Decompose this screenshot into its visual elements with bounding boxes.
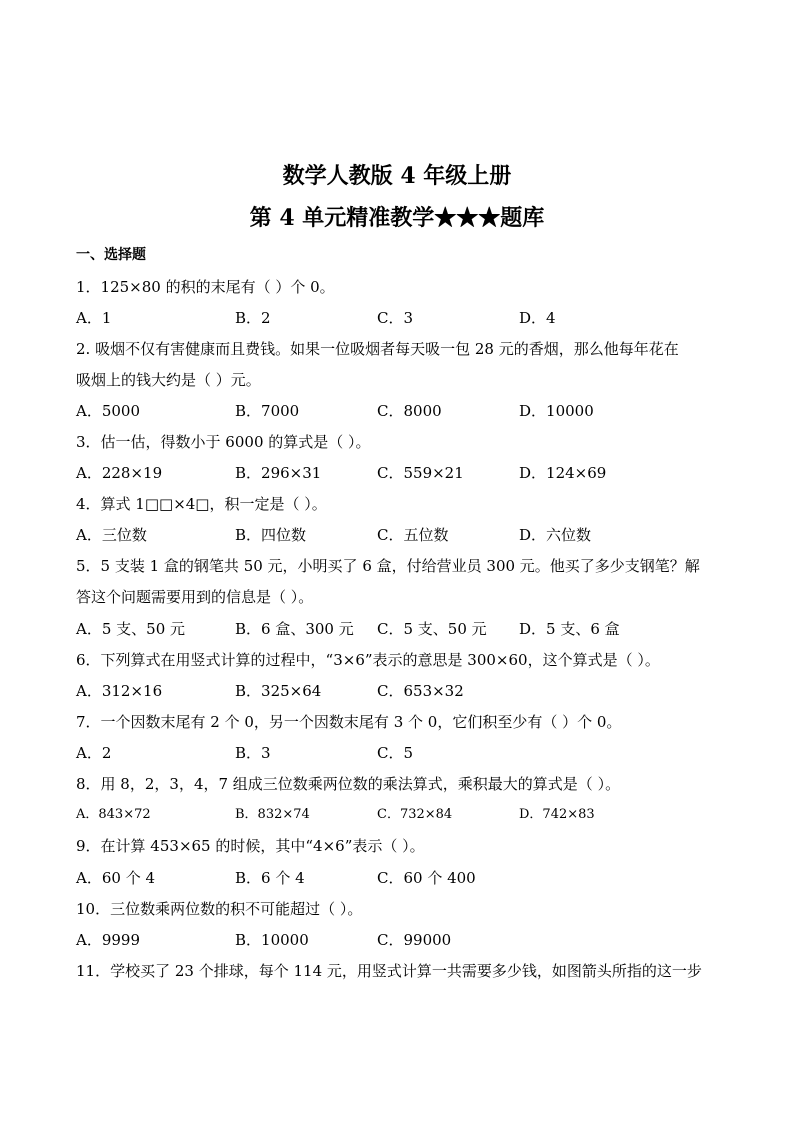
option-a: A．1 <box>76 309 112 327</box>
question-1-options <box>0 308 700 328</box>
option-b: B．296×31 <box>235 464 322 482</box>
section-heading: 一、选择题 <box>76 247 146 263</box>
option-a: A．三位数 <box>76 526 147 544</box>
question-6: 6．下列算式在用竖式计算的过程中，“3×6”表示的意思是 300×60，这个算式是（ ）。 <box>76 651 660 669</box>
option-c: C．8000 <box>377 402 442 420</box>
option-c: C．99000 <box>377 931 452 949</box>
question-2-options <box>0 401 700 421</box>
option-a: A．228×19 <box>76 464 163 482</box>
option-a: A．2 <box>76 744 112 762</box>
option-a: A．60 个 4 <box>76 869 155 887</box>
option-b: B．7000 <box>235 402 300 420</box>
option-c: C．5 支、50 元 <box>377 620 487 638</box>
question-7: 7．一个因数末尾有 2 个 0，另一个因数末尾有 3 个 0，它们积至少有（ ）个 0。 <box>76 713 622 731</box>
option-c: C．60 个 400 <box>377 869 476 887</box>
option-a: A．5000 <box>76 402 141 420</box>
option-b: B．10000 <box>235 931 309 949</box>
option-c: C．732×84 <box>377 807 453 822</box>
option-c: C．5 <box>377 744 414 762</box>
option-a: A．9999 <box>76 931 141 949</box>
option-a: A．312×16 <box>76 682 163 700</box>
option-c: C．五位数 <box>377 526 449 544</box>
question-2-line-2: 吸烟上的钱大约是（ ）元。 <box>76 371 261 389</box>
question-11: 11．学校买了 23 个排球，每个 114 元，用竖式计算一共需要多少钱，如图箭头所指的这一步 <box>76 962 702 980</box>
question-5-options <box>0 619 700 639</box>
option-b: B．3 <box>235 744 271 762</box>
option-d: D．124×69 <box>519 464 607 482</box>
option-b: B．832×74 <box>235 807 310 822</box>
question-6-options <box>0 681 700 701</box>
option-c: C．559×21 <box>377 464 464 482</box>
option-b: B．6 个 4 <box>235 869 305 887</box>
question-5-line-1: 5．5 支装 1 盒的钢笔共 50 元，小明买了 6 盒，付给营业员 300 元。他买了多少支钢笔？解 <box>76 557 700 575</box>
question-3-options <box>0 463 700 483</box>
option-d: D．10000 <box>519 402 594 420</box>
option-b: B．325×64 <box>235 682 322 700</box>
question-3: 3．估一估，得数小于 6000 的算式是（ ）。 <box>76 433 371 451</box>
question-4-options <box>0 525 700 545</box>
question-4: 4．算式 1□□×4□，积一定是（ ）。 <box>76 495 327 513</box>
document-subtitle: 第 4 单元精准教学★★★题库 <box>249 205 545 231</box>
option-b: B．四位数 <box>235 526 307 544</box>
question-8-options <box>0 805 700 825</box>
option-b: B．6 盒、300 元 <box>235 620 354 638</box>
option-c: C．653×32 <box>377 682 464 700</box>
question-2-line-1: 2. 吸烟不仅有害健康而且费钱。如果一位吸烟者每天吸一包 28 元的香烟，那么他每年花在 <box>76 340 679 358</box>
document-title: 数学人教版 4 年级上册 <box>282 163 512 189</box>
option-a: A．5 支、50 元 <box>76 620 185 638</box>
option-d: D．742×83 <box>519 807 595 822</box>
question-8: 8．用 8，2，3，4，7 组成三位数乘两位数的乘法算式，乘积最大的算式是（ ）。 <box>76 775 621 793</box>
question-1: 1．125×80 的积的末尾有（ ）个 0。 <box>76 278 335 296</box>
option-d: D．六位数 <box>519 526 592 544</box>
question-5-line-2: 答这个问题需要用到的信息是（ ）。 <box>76 588 314 606</box>
question-9-options <box>0 868 700 888</box>
question-10-options <box>0 930 700 950</box>
question-10: 10．三位数乘两位数的积不可能超过（ ）。 <box>76 900 363 918</box>
option-c: C．3 <box>377 309 414 327</box>
option-d: D．4 <box>519 309 556 327</box>
question-9: 9．在计算 453×65 的时候，其中“4×6”表示（ ）。 <box>76 837 425 855</box>
option-a: A．843×72 <box>76 807 151 822</box>
question-7-options <box>0 743 700 763</box>
option-d: D．5 支、6 盒 <box>519 620 620 638</box>
option-b: B．2 <box>235 309 271 327</box>
